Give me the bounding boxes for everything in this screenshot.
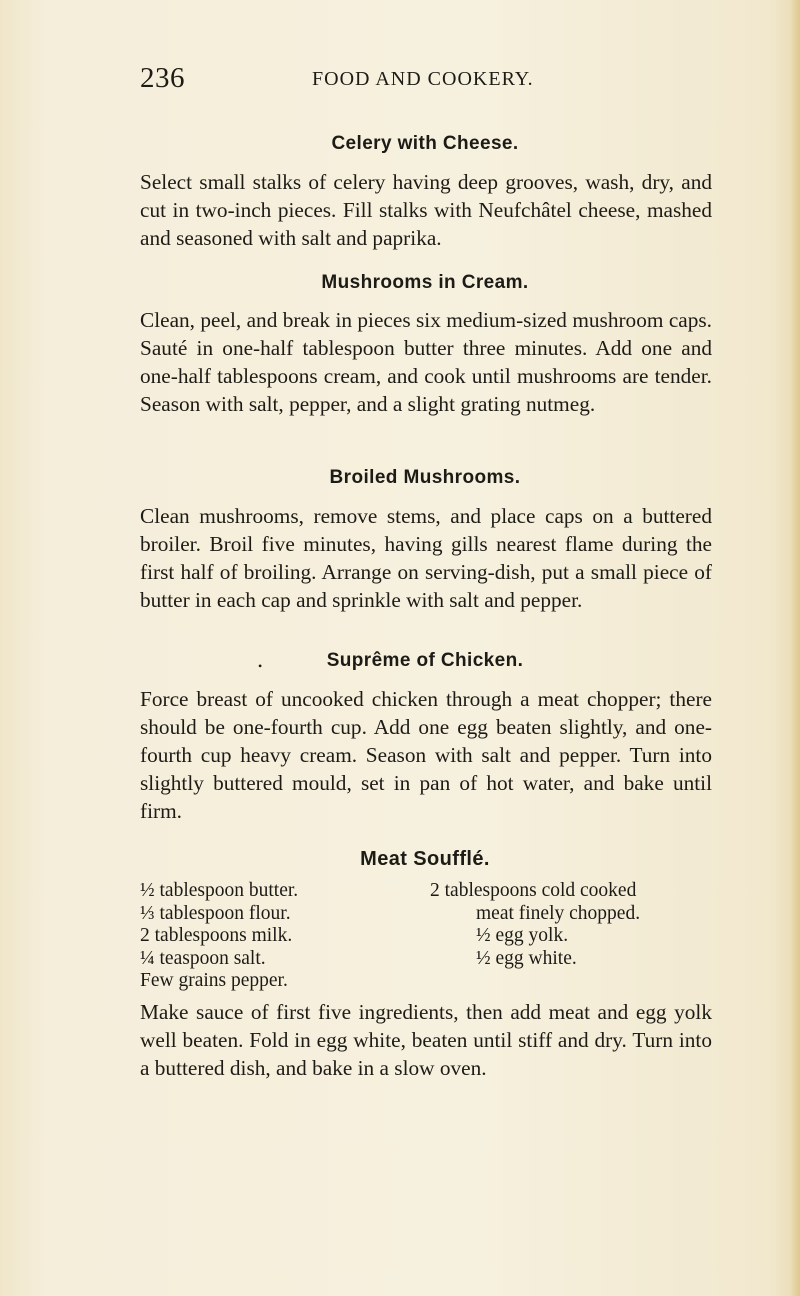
recipe-text-celery: Select small stalks of celery having deep grooves, wash, dry, and cut in two-inch pieces. Fill stalks with Neufchâtel cheese, mashed and seasoned with salt and paprika. <box>140 170 712 250</box>
page-header <box>140 62 740 98</box>
ingredient-item: meat finely chopped. <box>476 902 641 924</box>
ingredients-right-column <box>430 880 640 970</box>
recipe-text-broiled-mushrooms: Clean mushrooms, remove stems, and place caps on a buttered broiler. Broil five minutes, having gills nearest flame during the first half of broiling. Arrange on serving-dish, put a small piece of butter in each cap and sprinkle with salt and pepper. <box>140 504 712 612</box>
recipe-text-mushrooms-cream: Clean, peel, and break in pieces six medium-sized mushroom caps. Sauté in one-half tablespoon butter three minutes. Add one and one-half tablespoons cream, and cook until mushrooms are tender. Season with salt, pepper, and a slight grating nutmeg. <box>140 308 712 416</box>
recipe-text-meat-souffle: Make sauce of first five ingredients, then add meat and egg yolk well beaten. Fold in egg white, beaten until stiff and dry. Turn into a buttered dish, and bake in a slow oven. <box>140 1000 712 1080</box>
ingredient-item: 2 tablespoons cold cooked <box>430 880 637 901</box>
ingredient-item: ½ egg white. <box>476 947 577 969</box>
ingredients-left-column <box>140 880 298 993</box>
stray-mark: • <box>258 659 263 673</box>
ingredient-item: ⅓ tablespoon flour. <box>140 902 291 924</box>
recipe-title-meat-souffle: Meat Soufflé. <box>360 848 490 870</box>
recipe-title-supreme-chicken: Suprême of Chicken. <box>326 650 524 671</box>
page-number: 236 <box>140 62 185 94</box>
recipe-title-celery: Celery with Cheese. <box>331 133 519 154</box>
page-edge-shading <box>790 0 800 1296</box>
ingredient-item: Few grains pepper. <box>140 970 288 992</box>
ingredient-item: ½ tablespoon butter. <box>140 880 299 901</box>
recipe-text-supreme-chicken: Force breast of uncooked chicken through a meat chopper; there should be one-fourth cup. Add one egg beaten slightly, and one-fourth cup heavy cream. Season with salt and pepper. Turn into slightly buttered mould, set in pan of hot water, and bake until firm. <box>140 687 712 823</box>
recipe-title-mushrooms-cream: Mushrooms in Cream. <box>321 272 529 293</box>
ingredient-item: ½ egg yolk. <box>476 925 569 947</box>
recipe-title-broiled-mushrooms: Broiled Mushrooms. <box>329 467 521 488</box>
running-head: FOOD AND COOKERY. <box>312 68 534 90</box>
ingredient-item: 2 tablespoons milk. <box>140 925 293 947</box>
ingredient-item: ¼ teaspoon salt. <box>140 947 266 969</box>
